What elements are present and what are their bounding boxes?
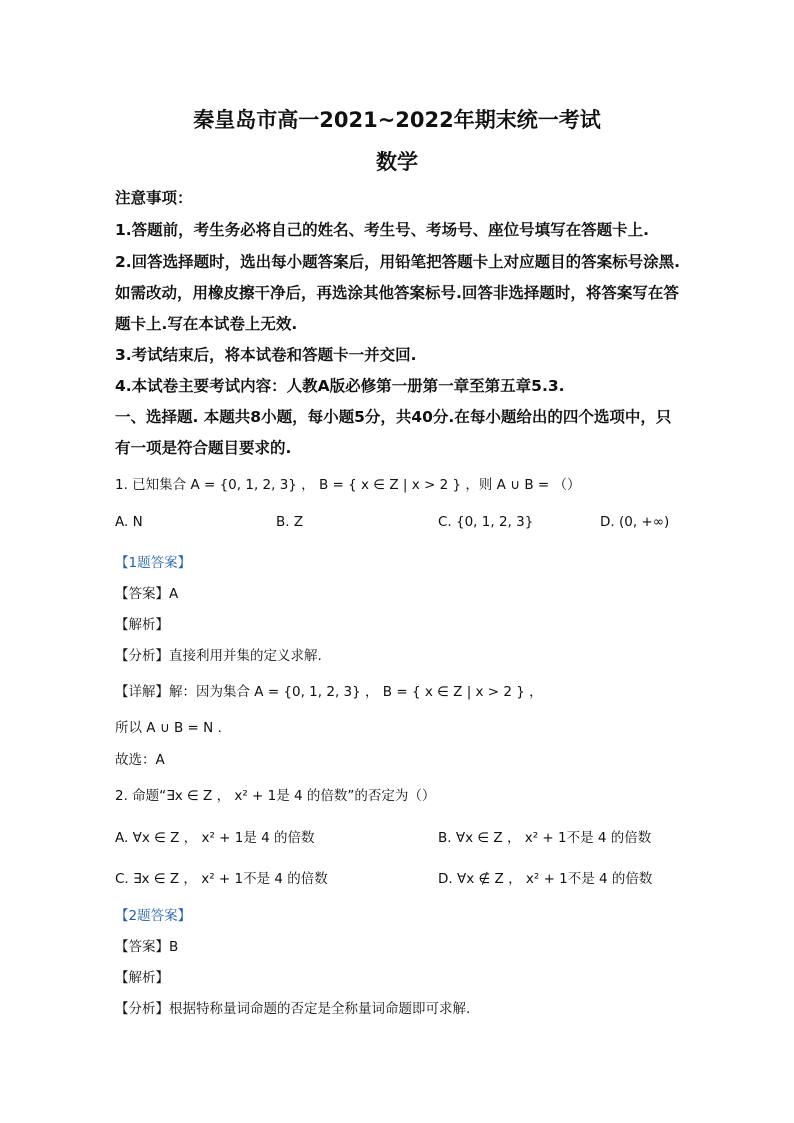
notice-item-2-line-1: 2.回答选择题时，选出每小题答案后，用铅笔把答题卡上对应题目的答案标号涂黑. (115, 253, 681, 271)
q2-analysis-tag: 【解析】 (115, 970, 169, 986)
q1-analysis-tag: 【解析】 (115, 617, 169, 633)
q1-option-c: C. {0, 1, 2, 3} (438, 514, 534, 530)
q2-answer-tag: 【2题答案】 (115, 908, 192, 924)
q1-analysis: 【分析】直接利用并集的定义求解. (115, 648, 322, 664)
notice-item-4: 4.本试卷主要考试内容：人教A版必修第一册第一章至第五章5.3. (115, 377, 565, 395)
q1-option-b: B. Z (276, 514, 304, 530)
q1-option-a: A. N (115, 514, 143, 530)
q1-detail: 【详解】解：因为集合 A = {0, 1, 2, 3} ， B = { x ∈ Z | x > 2 } ， (115, 684, 543, 700)
notice-item-2-line-3: 题卡上.写在本试卷上无效. (115, 315, 298, 333)
notice-item-2-line-2: 如需改动，用橡皮擦干净后，再选涂其他答案标号.回答非选择题时，将答案写在答 (115, 284, 679, 302)
q2-option-c: C. ∃x ∈ Z ， x² + 1不是 4 的倍数 (115, 871, 328, 887)
exam-title: 秦皇岛市高一2021~2022年期末统一考试 (193, 108, 601, 132)
q2-option-b: B. ∀x ∈ Z ， x² + 1不是 4 的倍数 (438, 830, 652, 846)
q1-option-d: D. (0, +∞) (600, 514, 670, 530)
q1-answer: 【答案】A (115, 586, 179, 602)
q1-stem: 1. 已知集合 A = {0, 1, 2, 3} ， B = { x ∈ Z | x > 2 } ，则 A ∪ B = （） (115, 477, 581, 493)
notice-item-3: 3.考试结束后，将本试卷和答题卡一并交回. (115, 346, 417, 364)
subject-title: 数学 (376, 150, 418, 174)
notice-item-1: 1.答题前，考生务必将自己的姓名、考生号、考场号、座位号填写在答题卡上. (115, 221, 650, 239)
q1-answer-tag: 【1题答案】 (115, 555, 192, 571)
q1-choose: 故选：A (115, 752, 165, 768)
section-1-line-2: 有一项是符合题目要求的. (115, 439, 292, 457)
notice-heading: 注意事项： (115, 189, 193, 207)
q2-answer: 【答案】B (115, 939, 179, 955)
q2-analysis: 【分析】根据特称量词命题的否定是全称量词命题即可求解. (115, 1001, 471, 1017)
q2-option-d: D. ∀x ∉ Z ， x² + 1不是 4 的倍数 (438, 871, 653, 887)
q2-stem: 2. 命题“∃x ∈ Z ， x² + 1是 4 的倍数”的否定为（） (115, 788, 436, 804)
q2-option-a: A. ∀x ∈ Z ， x² + 1是 4 的倍数 (115, 830, 315, 846)
q1-therefore: 所以 A ∪ B = N . (115, 720, 222, 736)
section-1-line-1: 一、选择题. 本题共8小题，每小题5分，共40分.在每小题给出的四个选项中，只 (115, 408, 672, 426)
